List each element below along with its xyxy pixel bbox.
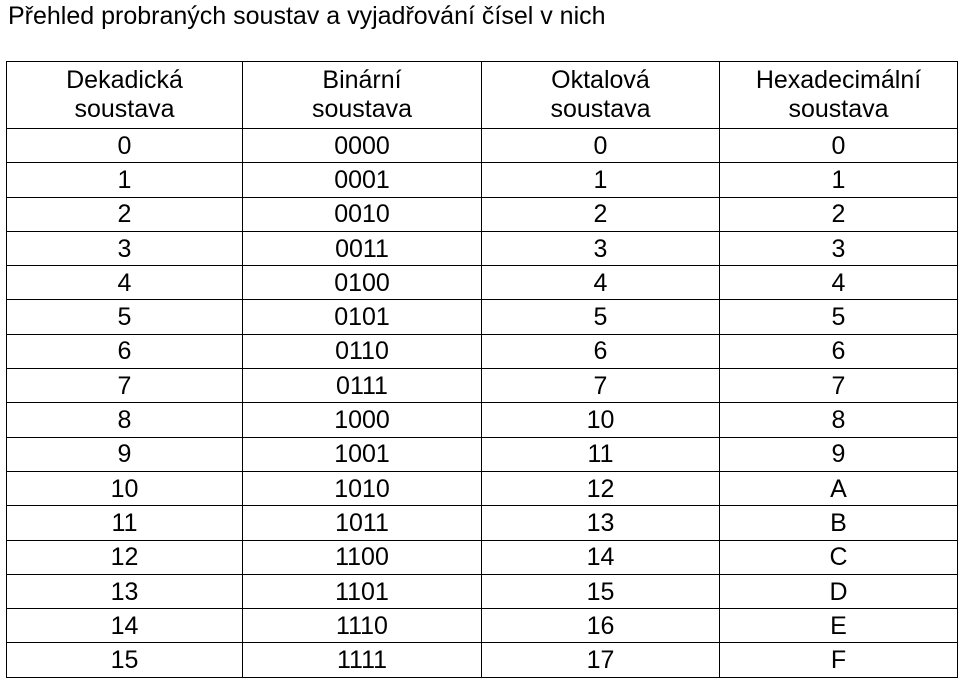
cell-decimal: 7 <box>7 369 243 403</box>
cell-hexadecimal: B <box>720 506 958 540</box>
cell-octal: 0 <box>482 129 720 163</box>
cell-binary: 1110 <box>243 609 482 643</box>
cell-octal: 17 <box>482 643 720 677</box>
cell-hexadecimal: 1 <box>720 163 958 197</box>
table-row <box>7 369 958 403</box>
table-body <box>7 129 958 678</box>
header-line: Dekadická <box>66 66 183 94</box>
cell-decimal: 11 <box>7 506 243 540</box>
table-row <box>7 300 958 334</box>
table-row <box>7 471 958 505</box>
cell-decimal: 8 <box>7 403 243 437</box>
cell-decimal: 5 <box>7 300 243 334</box>
cell-binary: 1001 <box>243 437 482 471</box>
cell-hexadecimal: D <box>720 574 958 608</box>
table-row <box>7 231 958 265</box>
cell-binary: 1100 <box>243 540 482 574</box>
cell-decimal: 0 <box>7 129 243 163</box>
cell-hexadecimal: 9 <box>720 437 958 471</box>
cell-binary: 0111 <box>243 369 482 403</box>
cell-octal: 7 <box>482 369 720 403</box>
cell-decimal: 4 <box>7 266 243 300</box>
cell-octal: 3 <box>482 231 720 265</box>
cell-hexadecimal: 3 <box>720 231 958 265</box>
cell-binary: 0110 <box>243 334 482 368</box>
table-row <box>7 266 958 300</box>
cell-binary: 0010 <box>243 197 482 231</box>
table-row <box>7 437 958 471</box>
cell-octal: 15 <box>482 574 720 608</box>
cell-decimal: 3 <box>7 231 243 265</box>
cell-octal: 14 <box>482 540 720 574</box>
header-line: soustava <box>311 95 413 123</box>
cell-hexadecimal: C <box>720 540 958 574</box>
header-decimal <box>7 62 243 129</box>
cell-hexadecimal: E <box>720 609 958 643</box>
table-row <box>7 609 958 643</box>
table-header <box>7 62 958 129</box>
page-title: Přehled probraných soustav a vyjadřování čísel v nich <box>8 2 606 30</box>
header-line: Hexadecimální <box>755 66 922 94</box>
header-row <box>7 62 958 129</box>
table-row <box>7 129 958 163</box>
cell-binary: 1010 <box>243 471 482 505</box>
cell-binary: 0001 <box>243 163 482 197</box>
cell-binary: 0101 <box>243 300 482 334</box>
header-binary <box>243 62 482 129</box>
cell-octal: 12 <box>482 471 720 505</box>
cell-binary: 1111 <box>243 643 482 677</box>
header-hexadecimal <box>720 62 958 129</box>
cell-decimal: 1 <box>7 163 243 197</box>
cell-hexadecimal: 2 <box>720 197 958 231</box>
number-system-table <box>6 61 958 678</box>
header-octal <box>482 62 720 129</box>
table-row <box>7 574 958 608</box>
cell-binary: 0000 <box>243 129 482 163</box>
cell-hexadecimal: 7 <box>720 369 958 403</box>
table-row <box>7 197 958 231</box>
table-row <box>7 163 958 197</box>
header-line: Binární <box>322 66 402 94</box>
cell-octal: 11 <box>482 437 720 471</box>
cell-decimal: 10 <box>7 471 243 505</box>
header-line: soustava <box>788 95 889 123</box>
cell-hexadecimal: 6 <box>720 334 958 368</box>
cell-decimal: 15 <box>7 643 243 677</box>
cell-binary: 0011 <box>243 231 482 265</box>
table-row <box>7 506 958 540</box>
cell-binary: 1101 <box>243 574 482 608</box>
cell-octal: 13 <box>482 506 720 540</box>
cell-decimal: 14 <box>7 609 243 643</box>
cell-hexadecimal: 4 <box>720 266 958 300</box>
cell-decimal: 12 <box>7 540 243 574</box>
cell-hexadecimal: 5 <box>720 300 958 334</box>
cell-hexadecimal: A <box>720 471 958 505</box>
header-line: Oktalová <box>551 66 650 94</box>
cell-binary: 1011 <box>243 506 482 540</box>
table-row <box>7 403 958 437</box>
cell-octal: 4 <box>482 266 720 300</box>
cell-hexadecimal: F <box>720 643 958 677</box>
cell-decimal: 13 <box>7 574 243 608</box>
header-line: soustava <box>550 95 651 123</box>
cell-octal: 16 <box>482 609 720 643</box>
cell-decimal: 6 <box>7 334 243 368</box>
cell-binary: 0100 <box>243 266 482 300</box>
cell-octal: 5 <box>482 300 720 334</box>
cell-binary: 1000 <box>243 403 482 437</box>
header-line: soustava <box>74 95 175 123</box>
cell-octal: 10 <box>482 403 720 437</box>
cell-decimal: 9 <box>7 437 243 471</box>
cell-decimal: 2 <box>7 197 243 231</box>
cell-octal: 6 <box>482 334 720 368</box>
cell-hexadecimal: 8 <box>720 403 958 437</box>
table-row <box>7 643 958 677</box>
cell-hexadecimal: 0 <box>720 129 958 163</box>
cell-octal: 1 <box>482 163 720 197</box>
table-row <box>7 540 958 574</box>
cell-octal: 2 <box>482 197 720 231</box>
table-row <box>7 334 958 368</box>
